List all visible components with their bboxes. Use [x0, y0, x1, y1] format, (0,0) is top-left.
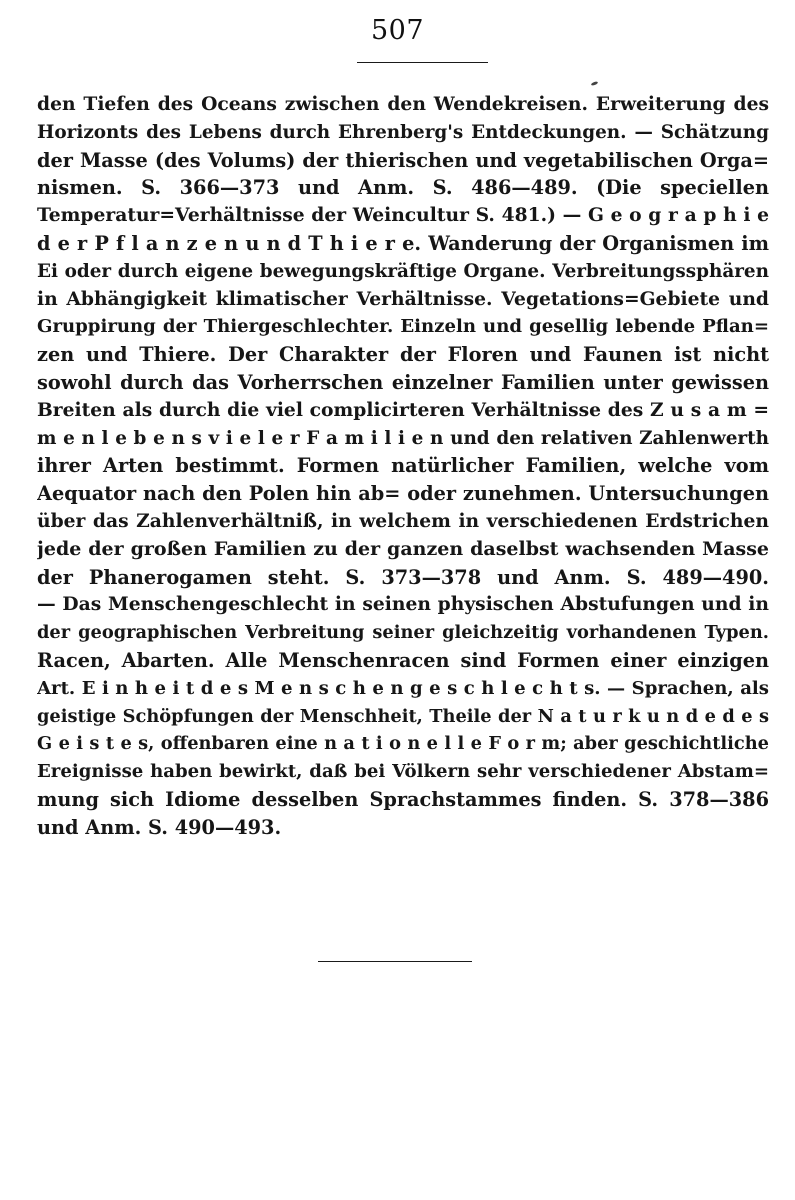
text-line: G e i s t e s, offenbaren eine n a t i o n e l l e F o r m; aber geschichtliche — [37, 733, 769, 755]
text-line: ihrer Arten bestimmt. Formen natürlicher Familien, welche vom — [37, 454, 769, 478]
footer-rule — [318, 961, 472, 962]
header-rule — [357, 62, 488, 63]
text-line: zen und Thiere. Der Charakter der Floren und Faunen ist nicht — [37, 343, 769, 367]
text-line: Racen, Abarten. Alle Menschenracen sind Formen einer einzigen — [37, 648, 769, 672]
text-line: Ereignisse haben bewirkt, daß bei Völkern sehr verschiedener Abstam= — [37, 761, 769, 783]
text-line: mung sich Idiome desselben Sprachstammes finden. S. 378—386 — [37, 787, 769, 811]
text-line: nismen. S. 366—373 und Anm. S. 486—489. (Die speciellen — [37, 176, 769, 200]
text-line: der Masse (des Volums) der thierischen und vegetabilischen Orga= — [37, 148, 769, 172]
print-speck — [591, 81, 599, 86]
text-line: Temperatur=Verhältnisse der Weincultur S. 481.) — G e o g r a p h i e — [37, 204, 769, 227]
text-line: der Phanerogamen steht. S. 373—378 und Anm. S. 489—490. — [37, 565, 769, 589]
text-line: Art. E i n h e i t d e s M e n s c h e n g e s c h l e c h t s. — Sprachen, als — [37, 677, 769, 699]
text-line: Aequator nach den Polen hin ab= oder zunehmen. Untersuchungen — [37, 482, 769, 506]
text-line: Breiten als durch die viel complicirteren Verhältnisse des Z u s a m = — [37, 398, 769, 421]
text-line: m e n l e b e n s v i e l e r F a m i l i e n und den relativen Zahlenwerth — [37, 427, 769, 449]
page-number: 507 — [370, 15, 425, 46]
text-line: der geographischen Verbreitung seiner gleichzeitig vorhandenen Typen. — [37, 622, 769, 644]
text-line: über das Zahlenverhältniß, in welchem in verschiedenen Erdstrichen — [37, 509, 769, 532]
body-text — [37, 91, 769, 842]
text-line: — Das Menschengeschlecht in seinen physischen Abstufungen und in — [37, 593, 769, 616]
text-line: Gruppirung der Thiergeschlechter. Einzeln und gesellig lebende Pflan= — [37, 316, 769, 338]
text-line: Ei oder durch eigene bewegungskräftige Organe. Verbreitungssphären — [37, 260, 769, 282]
text-line: d e r P f l a n z e n u n d T h i e r e. Wanderung der Organismen im — [37, 231, 769, 255]
text-line: jede der großen Familien zu der ganzen daselbst wachsenden Masse — [37, 537, 769, 560]
text-line: und Anm. S. 490—493. — [37, 815, 282, 839]
text-line: den Tiefen des Oceans zwischen den Wendekreisen. Erweiterung des — [37, 93, 769, 115]
text-line: in Abhängigkeit klimatischer Verhältnisse. Vegetations=Gebiete und — [37, 287, 769, 310]
text-line: sowohl durch das Vorherrschen einzelner Familien unter gewissen — [37, 370, 769, 394]
text-line: Horizonts des Lebens durch Ehrenberg's Entdeckungen. — Schätzung — [37, 121, 769, 143]
text-line: geistige Schöpfungen der Menschheit, Theile der N a t u r k u n d e d e s — [37, 705, 769, 727]
